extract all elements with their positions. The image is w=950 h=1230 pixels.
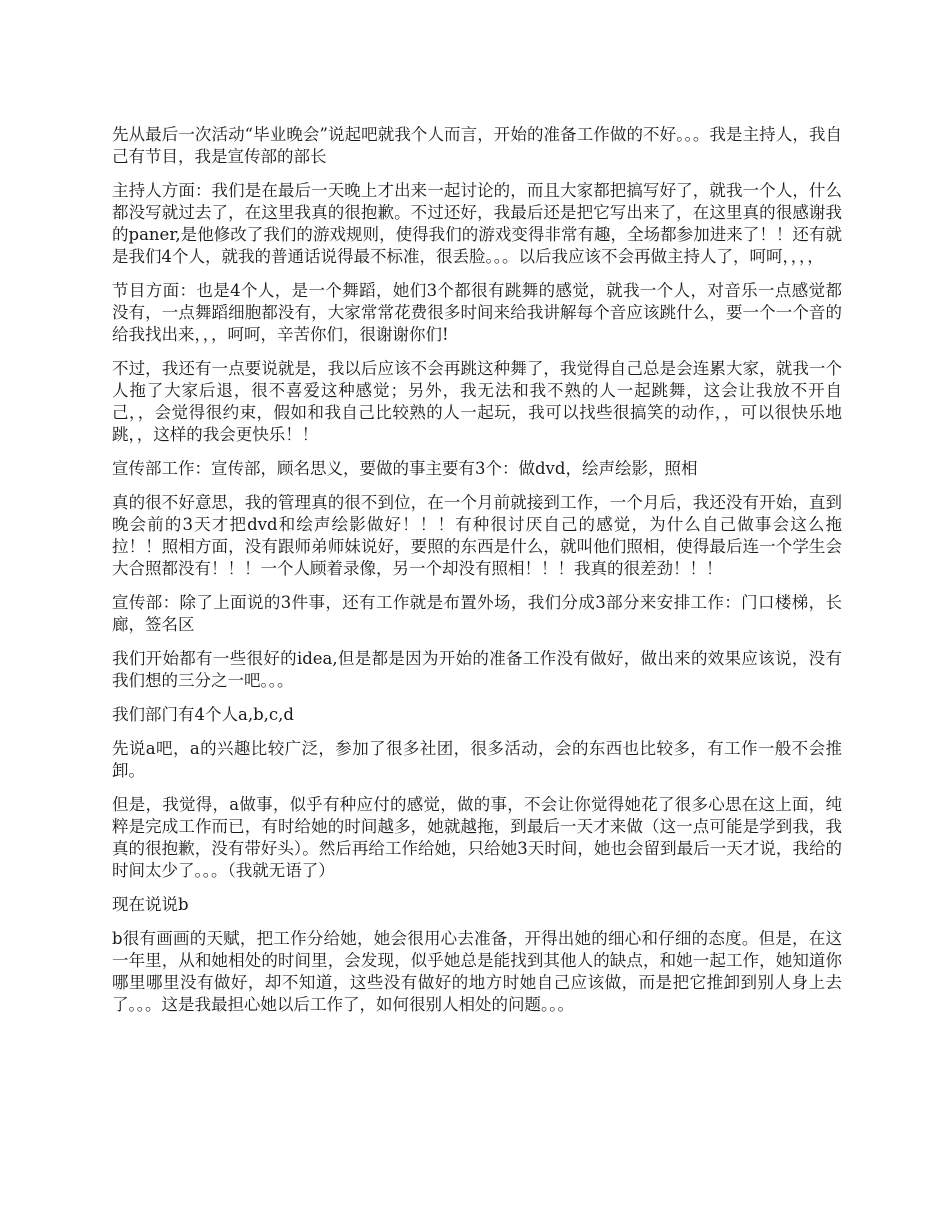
paragraph-member-b-heading: 现在说说b <box>112 895 189 914</box>
paragraph-intro: 先从最后一次活动“毕业晚会”说起吧就我个人而言，开始的准备工作做的不好。。。我是主持人，我自己有节目，我是宣传部的部长 <box>112 125 842 166</box>
paragraph-ideas: 我们开始都有一些很好的idea,但是都是因为开始的准备工作没有做好，做出来的效果应该说，没有我们想的三分之一吧。。。 <box>112 649 842 690</box>
paragraph-venue-setup: 宣传部：除了上面说的3件事，还有工作就是布置外场，我们分成3部分来安排工作：门口楼梯，长廊，签名区 <box>112 593 842 634</box>
paragraph-member-a: 先说a吧，a的兴趣比较广泛，参加了很多社团，很多活动，会的东西也比较多，有工作一般不会推卸。 <box>112 739 842 780</box>
paragraph-program: 节目方面：也是4个人，是一个舞蹈，她们3个都很有跳舞的感觉，就我一个人，对音乐一点感觉都没有，一点舞蹈细胞都没有，大家常常花费很多时间来给我讲解每个音应该跳什么，要一个一个音的给我找出来，，，呵呵，辛苦你们，很谢谢你们! <box>112 281 842 344</box>
paragraph-dance-reflection: 不过，我还有一点要说就是，我以后应该不会再跳这种舞了，我觉得自己总是会连累大家，就我一个人拖了大家后退，很不喜爱这种感觉；另外，我无法和我不熟的人一起跳舞，这会让我放不开自己，，会觉得很约束，假如和我自己比较熟的人一起玩，我可以找些很搞笑的动作，，可以很快乐地跳，，这样的我会更快乐！！ <box>112 359 842 444</box>
paragraph-host: 主持人方面：我们是在最后一天晚上才出来一起讨论的，而且大家都把搞写好了，就我一个人，什么都没写就过去了，在这里我真的很抱歉。不过还好，我最后还是把它写出来了，在这里真的很感谢我的paner,是他修改了我们的游戏规则，使得我们的游戏变得非常有趣，全场都参加进来了！！还有就是我们4个人，就我的普通话说得最不标准，很丢脸。。。以后我应该不会再做主持人了，呵呵，，，， <box>112 181 842 266</box>
document-body <box>112 124 842 1028</box>
paragraph-member-a-critique: 但是，我觉得，a做事，似乎有种应付的感觉，做的事，不会让你觉得她花了很多心思在这上面，纯粹是完成工作而已，有时给她的时间越多，她就越拖，到最后一天才来做（这一点可能是学到我，我真的很抱歉，没有带好头）。然后再给工作给她，只给她3天时间，她也会留到最后一天才说，我给的时间太少了。。。（我就无语了） <box>112 795 842 880</box>
paragraph-department-members: 我们部门有4个人a,b,c,d <box>112 705 294 724</box>
paragraph-management-apology: 真的很不好意思，我的管理真的很不到位，在一个月前就接到工作，一个月后，我还没有开始，直到晚会前的3天才把dvd和绘声绘影做好！！！有种很讨厌自己的感觉，为什么自己做事会这么拖拉！！照相方面，没有跟师弟师妹说好，要照的东西是什么，就叫他们照相，使得最后连一个学生会大合照都没有！！！一个人顾着录像，另一个却没有照相！！！我真的很差劲！！！ <box>112 493 842 578</box>
paragraph-member-b: b很有画画的天赋，把工作分给她，她会很用心去准备，开得出她的细心和仔细的态度。但是，在这一年里，从和她相处的时间里，会发现，似乎她总是能找到其他人的缺点，和她一起工作，她知道你哪里哪里没有做好，却不知道，这些没有做好的地方时她自己应该做，而是把它推卸到别人身上去了。。。这是我最担心她以后工作了，如何很别人相处的问题。。。 <box>112 929 842 1014</box>
paragraph-publicity-work: 宣传部工作：宣传部，顾名思义，要做的事主要有3个：做dvd，绘声绘影，照相 <box>112 459 698 478</box>
